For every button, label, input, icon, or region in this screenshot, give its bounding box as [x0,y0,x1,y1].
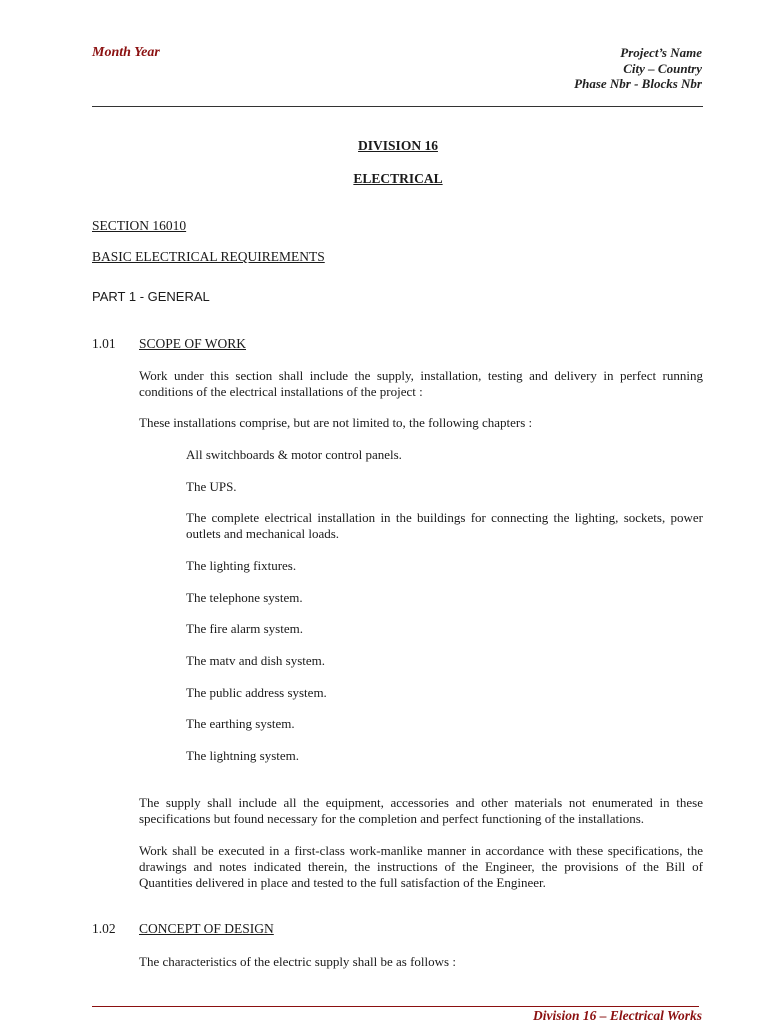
header-location: City – Country [623,60,702,76]
list-item: All switchboards & motor control panels. [186,447,402,462]
list-item: The earthing system. [186,716,295,731]
list-item: The matv and dish system. [186,653,326,668]
section-name: BASIC ELECTRICAL REQUIREMENTS [92,249,325,264]
list-item: The public address system. [186,685,327,700]
list-item: The telephone system. [186,590,303,605]
header-divider [92,106,703,107]
clause-title-101: SCOPE OF WORK [139,336,247,351]
list-item: The complete electrical installation in the buildings for connecting the lighting, sockets, power outlets and mechanical loads. [186,510,703,541]
clause-number-102: 1.02 [92,921,116,936]
list-item: The lightning system. [186,748,300,763]
footer-divider [92,1006,699,1007]
list-item: The UPS. [186,479,237,494]
footer-title: Division 16 – Electrical Works [532,1008,702,1023]
scope-paragraph-4: Work shall be executed in a first-class work-manlike manner in accordance with these specifications, the drawings and notes indicated therein, the instructions of the Engineer, the provisions of the Bill of Quantities delivered in place and tested to the full satisfaction of the Engineer. [139,843,703,890]
scope-paragraph-2: These installations comprise, but are not limited to, the following chapters : [139,415,533,430]
part-heading: PART 1 - GENERAL [92,289,210,304]
header-phase: Phase Nbr - Blocks Nbr [574,76,702,91]
clause-title-102: CONCEPT OF DESIGN [139,921,274,936]
scope-paragraph-3: The supply shall include all the equipment, accessories and other materials not enumerated in these specifications but found necessary for the completion and perfect functioning of the installations. [139,795,703,826]
clause-number-101: 1.01 [92,336,116,351]
header-project-info [574,45,702,92]
scope-paragraph-1: Work under this section shall include the supply, installation, testing and delivery in perfect running conditions of the electrical installations of the project : [139,368,703,399]
design-paragraph-1: The characteristics of the electric supply shall be as follows : [139,954,456,969]
electrical-title: ELECTRICAL [353,171,443,186]
division-title: DIVISION 16 [358,138,438,153]
header-project-name: Project’s Name [620,45,702,60]
list-item: The lighting fixtures. [186,558,297,573]
header-date: Month Year [92,45,160,60]
list-item: The fire alarm system. [186,621,303,636]
section-number: SECTION 16010 [92,218,187,233]
